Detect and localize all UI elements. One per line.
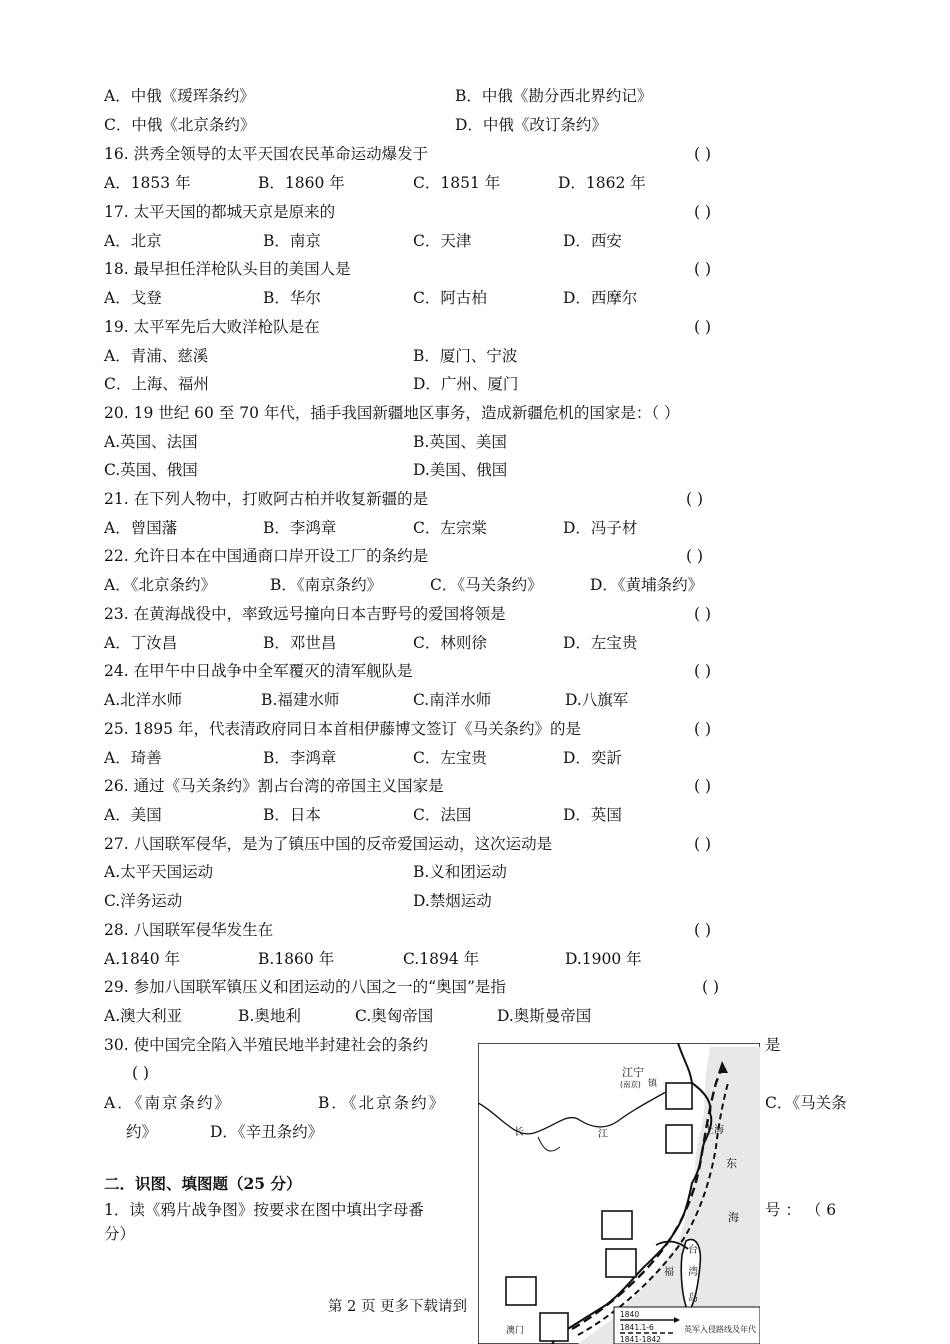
q19-option-b: B．厦门、宁波 — [413, 347, 518, 365]
q16-option-b: B．1860 年 — [258, 174, 345, 192]
q15-option-b: B．中俄《勘分西北界约记》 — [455, 87, 653, 105]
page-footer: 第 2 页 更多下载请到 — [328, 1299, 468, 1315]
q29-option-a: A.澳大利亚 — [104, 1007, 183, 1025]
q18-option-d: D．西摩尔 — [563, 289, 638, 307]
map-label-taiwan-3: 岛 — [688, 1293, 698, 1304]
q20-stem: 20. 19 世纪 60 至 70 年代，插手我国新疆地区事务，造成新疆危机的国家是：（ ） — [104, 404, 680, 422]
q29-option-b: B.奥地利 — [238, 1007, 301, 1025]
q26-option-a: A．美国 — [104, 806, 162, 824]
q19-stem: 19. 太平军先后大败洋枪队是在 — [104, 318, 320, 336]
q20-option-a: A.英国、法国 — [104, 433, 198, 451]
q30-stem: 30. 使中国完全陷入半殖民地半封建社会的条约 — [104, 1036, 429, 1054]
map-answer-box-1[interactable] — [666, 1083, 692, 1109]
q21-option-c: C．左宗棠 — [413, 519, 487, 537]
q24-option-c: C.南洋水师 — [413, 691, 492, 709]
q23-answer-bracket: ( ) — [694, 605, 712, 623]
q23-option-a: A．丁汝昌 — [104, 634, 178, 652]
q28-option-c: C.1894 年 — [403, 950, 480, 968]
q17-stem: 17. 太平天国的都城天京是原来的 — [104, 203, 336, 221]
q30-option-c: C．《马关条 — [765, 1094, 847, 1112]
q25-option-c: C．左宝贵 — [413, 749, 487, 767]
q26-answer-bracket: ( ) — [694, 777, 712, 795]
map-question-text-end: 号 ： （ 6 — [765, 1201, 837, 1219]
q17-option-d: D．西安 — [563, 232, 622, 250]
q18-option-c: C．阿古柏 — [413, 289, 487, 307]
map-label-taiwan-1: 台 — [688, 1245, 698, 1256]
q28-option-b: B.1860 年 — [258, 950, 335, 968]
q26-stem: 26. 通过《马关条约》割占台湾的帝国主义国家是 — [104, 777, 444, 795]
q21-option-a: A．曾国藩 — [104, 519, 178, 537]
q30-option-b: B．《北京条约》 — [318, 1094, 447, 1112]
q28-option-a: A.1840 年 — [104, 950, 180, 968]
q17-option-c: C．天津 — [413, 232, 472, 250]
map-answer-box-4[interactable] — [606, 1249, 636, 1277]
q24-option-d: D.八旗军 — [565, 691, 629, 709]
opium-war-map-drawing — [478, 1043, 760, 1344]
q26-option-b: B．日本 — [263, 806, 321, 824]
q22-option-c: C．《马关条约》 — [430, 576, 543, 594]
q25-stem: 25. 1895 年，代表清政府同日本首相伊藤博文签订《马关条约》的是 — [104, 720, 581, 738]
q16-stem: 16. 洪秀全领导的太平天国农民革命运动爆发于 — [104, 145, 429, 163]
map-label-taiwan-2: 湾 — [688, 1267, 698, 1278]
map-answer-box-5[interactable] — [506, 1277, 536, 1305]
map-legend-year-1840: 1840 — [620, 1310, 640, 1319]
q22-option-d: D．《黄埔条约》 — [590, 576, 704, 594]
q18-option-a: A．戈登 — [104, 289, 162, 307]
q27-option-b: B.义和团运动 — [413, 863, 507, 881]
q29-option-d: D.奥斯曼帝国 — [497, 1007, 592, 1025]
map-legend-year-1841-b: 1841-1842 — [620, 1335, 661, 1344]
q17-answer-bracket: ( ) — [694, 203, 712, 221]
q30-stem-end: 是 — [765, 1036, 781, 1054]
q22-stem: 22. 允许日本在中国通商口岸开设工厂的条约是 — [104, 547, 429, 565]
q25-option-d: D．奕訢 — [563, 749, 622, 767]
map-legend-caption: 英军入侵路线及年代 — [684, 1325, 756, 1334]
map-answer-box-3[interactable] — [602, 1211, 632, 1239]
map-label-chang: 长 — [514, 1127, 524, 1138]
q27-option-d: D.禁烟运动 — [413, 892, 492, 910]
q21-stem: 21. 在下列人物中，打败阿古柏并收复新疆的是 — [104, 490, 429, 508]
q28-answer-bracket: ( ) — [694, 921, 712, 939]
map-label-jiang: 江 — [598, 1129, 608, 1140]
map-label-nanjing: (南京) — [620, 1080, 641, 1089]
map-label-jiangning: 江宁 — [622, 1066, 644, 1079]
q25-answer-bracket: ( ) — [694, 720, 712, 738]
q29-stem: 29. 参加八国联军镇压义和团运动的八国之一的“奥国”是指 — [104, 978, 506, 996]
q16-answer-bracket: ( ) — [694, 145, 712, 163]
q18-stem: 18. 最早担任洋枪队头目的美国人是 — [104, 260, 351, 278]
map-answer-box-2[interactable] — [666, 1125, 692, 1153]
q22-option-b: B．《南京条约》 — [270, 576, 383, 594]
q20-option-b: B.英国、美国 — [413, 433, 507, 451]
q18-option-b: B．华尔 — [263, 289, 321, 307]
q25-option-a: A．琦善 — [104, 749, 162, 767]
q23-stem: 23. 在黄海战役中，率致远号撞向日本吉野号的爱国将领是 — [104, 605, 506, 623]
q27-answer-bracket: ( ) — [694, 835, 712, 853]
q26-option-d: D．英国 — [563, 806, 622, 824]
q27-option-c: C.洋务运动 — [104, 892, 183, 910]
q15-option-d: D．中俄《改订条约》 — [455, 116, 607, 134]
map-label-fuzhou: 福 — [664, 1267, 674, 1278]
q28-option-d: D.1900 年 — [565, 950, 642, 968]
map-label-zhen: 镇 — [648, 1079, 658, 1089]
q22-option-a: A．《北京条约》 — [104, 576, 216, 594]
q30-option-a: A．《南京条约》 — [104, 1094, 232, 1112]
q28-stem: 28. 八国联军侵华发生在 — [104, 921, 274, 939]
q24-answer-bracket: ( ) — [694, 662, 712, 680]
q15-option-c: C．中俄《北京条约》 — [104, 116, 256, 134]
opium-war-map — [478, 1043, 760, 1344]
q29-option-c: C.奥匈帝国 — [355, 1007, 434, 1025]
map-legend-year-1841-a: 1841.1-6 — [620, 1323, 654, 1332]
q20-option-d: D.美国、俄国 — [413, 461, 508, 479]
map-question-text: 1．读《鸦片战争图》按要求在图中填出字母番 — [104, 1201, 424, 1219]
map-label-shanghai: 上海 — [704, 1125, 724, 1136]
q19-answer-bracket: ( ) — [694, 318, 712, 336]
q21-option-b: B．李鸿章 — [263, 519, 337, 537]
q16-option-a: A．1853 年 — [104, 174, 191, 192]
q26-option-c: C．法国 — [413, 806, 472, 824]
q19-option-c: C．上海、福州 — [104, 375, 209, 393]
q30-option-d: D．《辛丑条约》 — [210, 1123, 324, 1141]
map-answer-box-6[interactable] — [540, 1313, 568, 1341]
q29-answer-bracket: ( ) — [702, 978, 720, 996]
q30-answer-bracket: ( ) — [132, 1064, 150, 1082]
q23-option-b: B．邓世昌 — [263, 634, 337, 652]
q27-option-a: A.太平天国运动 — [104, 863, 214, 881]
q20-option-c: C.英国、俄国 — [104, 461, 198, 479]
q17-option-b: B．南京 — [263, 232, 321, 250]
q16-option-c: C．1851 年 — [413, 174, 501, 192]
q22-answer-bracket: ( ) — [686, 547, 704, 565]
q24-option-a: A.北洋水师 — [104, 691, 183, 709]
q15-option-a: A．中俄《瑷珲条约》 — [104, 87, 255, 105]
q21-answer-bracket: ( ) — [686, 490, 704, 508]
map-label-aomen: 澳门 — [506, 1326, 525, 1336]
q27-stem: 27. 八国联军侵华，是为了镇压中国的反帝爱国运动，这次运动是 — [104, 835, 553, 853]
q24-stem: 24. 在甲午中日战争中全军覆灭的清军舰队是 — [104, 662, 413, 680]
q16-option-d: D．1862 年 — [558, 174, 646, 192]
map-label-hai: 海 — [728, 1211, 739, 1224]
section-two-heading: 二．识图、填图题（25 分） — [104, 1174, 302, 1193]
q17-option-a: A．北京 — [104, 232, 162, 250]
q24-option-b: B.福建水师 — [261, 691, 340, 709]
q23-option-c: C．林则徐 — [413, 634, 487, 652]
q19-option-a: A．青浦、慈溪 — [104, 347, 209, 365]
q19-option-d: D．广州、厦门 — [413, 375, 519, 393]
map-label-dong: 东 — [726, 1157, 737, 1170]
q23-option-d: D．左宝贵 — [563, 634, 638, 652]
map-question-score: 分） — [104, 1225, 136, 1243]
q18-answer-bracket: ( ) — [694, 260, 712, 278]
q21-option-d: D．冯子材 — [563, 519, 638, 537]
q25-option-b: B．李鸿章 — [263, 749, 337, 767]
q30-option-c-continued: 约》 — [126, 1123, 158, 1141]
